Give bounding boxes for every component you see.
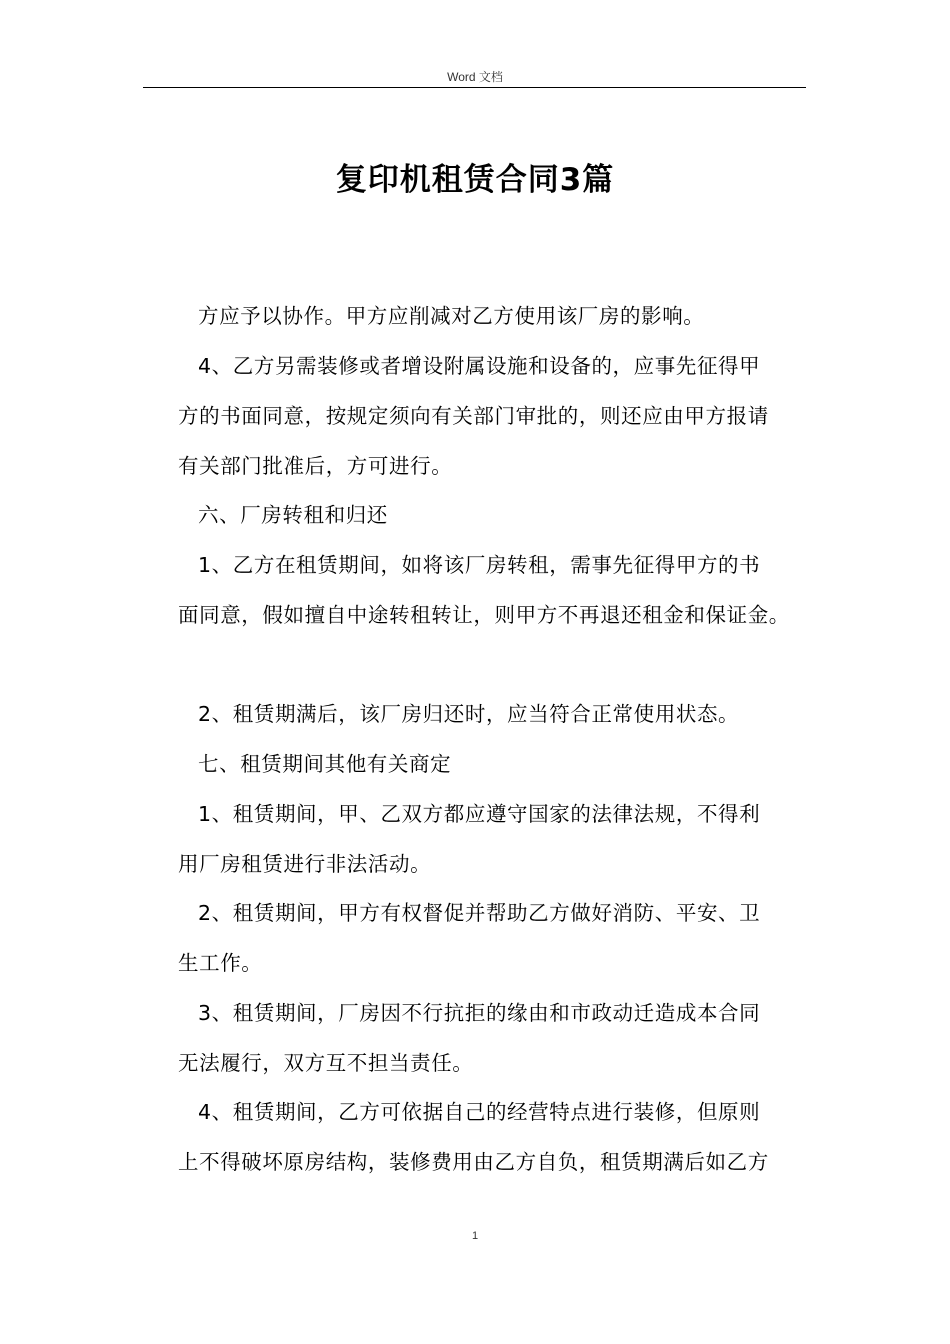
body-line: 2、租赁期间，甲方有权督促并帮助乙方做好消防、平安、卫 bbox=[198, 901, 761, 925]
body-line: 无法履行，双方互不担当责任。 bbox=[178, 1051, 474, 1075]
body-line: 4、租赁期间，乙方可依据自己的经营特点进行装修，但原则 bbox=[198, 1100, 761, 1124]
page-number: 1 bbox=[471, 1230, 479, 1242]
body-line: 1、租赁期间，甲、乙双方都应遵守国家的法律法规，不得利 bbox=[198, 802, 761, 826]
body-line: 上不得破坏原房结构，装修费用由乙方自负，租赁期满后如乙方 bbox=[178, 1150, 769, 1174]
body-line: 3、租赁期间，厂房因不行抗拒的缘由和市政动迁造成本合同 bbox=[198, 1001, 761, 1025]
body-line: 有关部门批准后，方可进行。 bbox=[178, 454, 453, 478]
body-line: 用厂房租赁进行非法活动。 bbox=[178, 852, 432, 876]
header-divider bbox=[143, 87, 806, 88]
body-line: 4、乙方另需装修或者增设附属设施和设备的，应事先征得甲 bbox=[198, 354, 761, 378]
section-heading: 七、租赁期间其他有关商定 bbox=[198, 752, 452, 776]
body-line: 面同意，假如擅自中途转租转让，则甲方不再退还租金和保证金。 bbox=[178, 603, 790, 627]
body-line: 方的书面同意，按规定须向有关部门审批的，则还应由甲方报请 bbox=[178, 404, 769, 428]
body-line: 方应予以协作。甲方应削减对乙方使用该厂房的影响。 bbox=[198, 304, 705, 328]
body-line: 2、租赁期满后，该厂房归还时，应当符合正常使用状态。 bbox=[198, 702, 740, 726]
body-line: 生工作。 bbox=[178, 951, 263, 975]
body-line: 1、乙方在租赁期间，如将该厂房转租，需事先征得甲方的书 bbox=[198, 553, 761, 577]
section-heading: 六、厂房转租和归还 bbox=[198, 503, 388, 527]
document-title: 复印机租赁合同3篇 bbox=[335, 162, 615, 198]
document-header: Word 文档 bbox=[447, 70, 503, 84]
